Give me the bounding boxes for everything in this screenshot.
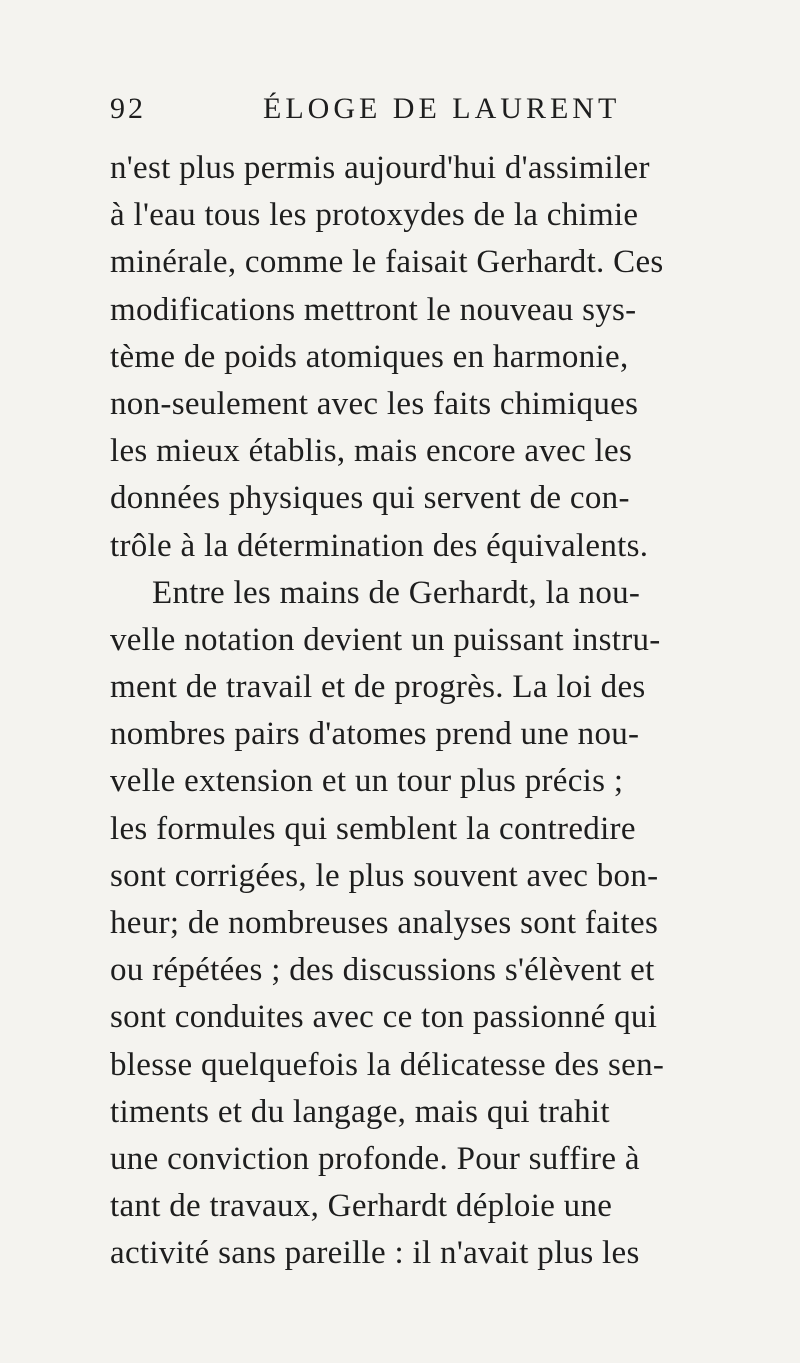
- text-line: les mieux établis, mais encore avec les: [110, 433, 633, 470]
- text-line: trôle à la détermination des équivalents.: [110, 527, 649, 564]
- text-line: velle notation devient un puissant instru-: [110, 621, 661, 658]
- text-line: les formules qui semblent la contredire: [110, 810, 636, 847]
- text-line: velle extension et un tour plus précis ;: [110, 763, 624, 800]
- text-line: minérale, comme le faisait Gerhardt. Ces: [110, 244, 664, 281]
- text-line: à l'eau tous les protoxydes de la chimie: [110, 197, 639, 234]
- text-line: tant de travaux, Gerhardt déploie une: [110, 1188, 613, 1225]
- text-line: sont corrigées, le plus souvent avec bon-: [110, 857, 659, 894]
- text-line: une conviction profonde. Pour suffire à: [110, 1140, 640, 1177]
- text-line: tème de poids atomiques en harmonie,: [110, 338, 629, 375]
- body-text: [110, 145, 730, 1278]
- text-line: ou répétées ; des discussions s'élèvent et: [110, 952, 655, 989]
- running-title: ÉLOGE DE LAURENT: [263, 92, 621, 125]
- text-line: modifications mettront le nouveau sys-: [110, 291, 637, 328]
- page-number: 92: [110, 92, 146, 125]
- text-line: n'est plus permis aujourd'hui d'assimiler: [110, 150, 650, 186]
- paragraph-start-line: Entre les mains de Gerhardt, la nou-: [152, 574, 641, 611]
- text-line: nombres pairs d'atomes prend une nou-: [110, 716, 640, 753]
- running-head: [110, 92, 710, 132]
- text-line: timents et du langage, mais qui trahit: [110, 1093, 610, 1130]
- text-line: sont conduites avec ce ton passionné qui: [110, 999, 658, 1036]
- text-line: activité sans pareille : il n'avait plus les: [110, 1235, 640, 1272]
- text-line: blesse quelquefois la délicatesse des sen-: [110, 1046, 665, 1083]
- text-line: ment de travail et de progrès. La loi des: [110, 669, 646, 706]
- text-line: heur; de nombreuses analyses sont faites: [110, 905, 659, 941]
- text-line: non-seulement avec les faits chimiques: [110, 385, 639, 422]
- text-line: données physiques qui servent de con-: [110, 480, 630, 517]
